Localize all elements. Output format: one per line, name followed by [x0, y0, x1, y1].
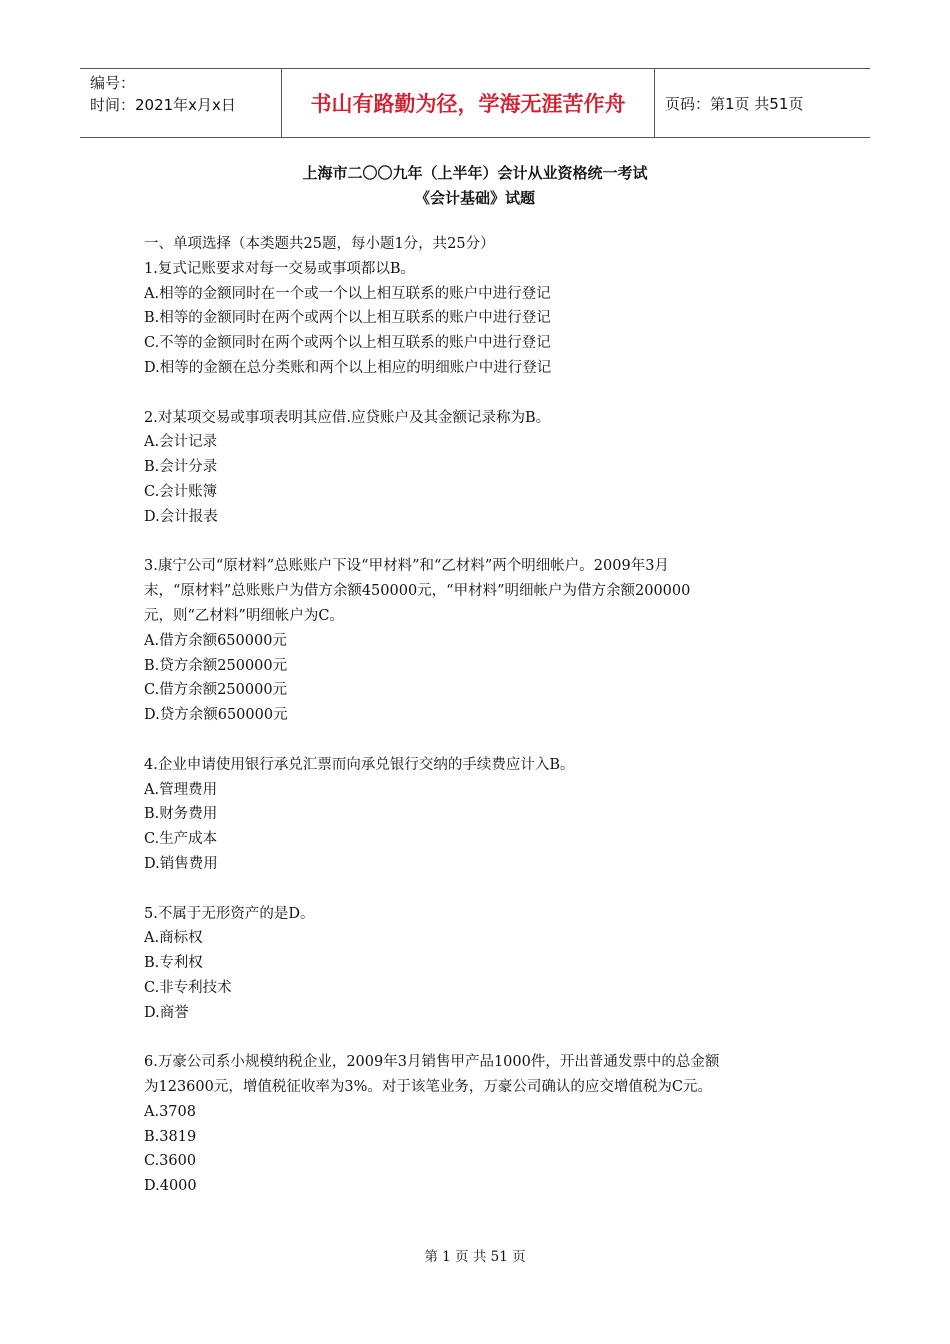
question-spacer: [144, 1026, 814, 1051]
answer-option: B.贷方余额250000元: [144, 657, 288, 674]
answer-option: D.销售费用: [144, 855, 218, 872]
answer-option: A.3708: [144, 1103, 196, 1120]
answer-option: D.4000: [144, 1178, 197, 1195]
question-stem: 4.企业申请使用银行承兑汇票而向承兑银行交纳的手续费应计入B。: [144, 756, 575, 773]
answer-option: B.3819: [144, 1128, 197, 1145]
answer-option: C.非专利技术: [144, 979, 232, 996]
question-stem: 末，“原材料”总账账户为借方余额450000元，“甲材料”明细帐户为借方余额200000: [144, 583, 691, 600]
time-label: 时间：2021年x月x日: [90, 96, 236, 114]
question-spacer: [144, 877, 814, 902]
question-stem: 3.康宁公司“原材料”总账账户下设“甲材料”和“乙材料”两个明细帐户。2009年3月: [144, 558, 669, 575]
page-footer: 第 1 页 共 51 页: [424, 1249, 526, 1265]
answer-option: A.相等的金额同时在一个或一个以上相互联系的账户中进行登记: [144, 285, 551, 302]
document-subtitle: 《会计基础》试题: [414, 189, 535, 207]
page-info: 页码：第1页 共51页: [665, 94, 804, 113]
answer-option: D.商誉: [144, 1004, 189, 1021]
answer-option: B.相等的金额同时在两个或两个以上相互联系的账户中进行登记: [144, 310, 551, 327]
question-spacer: [144, 381, 814, 406]
answer-option: D.相等的金额在总分类账和两个以上相应的明细账户中进行登记: [144, 359, 552, 376]
answer-option: D.会计报表: [144, 508, 218, 525]
answer-option: C.不等的金额同时在两个或两个以上相互联系的账户中进行登记: [144, 335, 551, 352]
question-content: [144, 232, 814, 1199]
question-stem: 6.万豪公司系小规模纳税企业，2009年3月销售甲产品1000件，开出普通发票中的总金额: [144, 1054, 720, 1071]
header-table: [80, 68, 870, 138]
answer-option: C.会计账簿: [144, 483, 218, 500]
motto: 书山有路勤为径，学海无涯苦作舟: [281, 69, 655, 137]
document-title: 上海市二〇〇九年（上半年）会计从业资格统一考试: [302, 164, 648, 182]
answer-option: C.3600: [144, 1153, 197, 1170]
question-stem: 为123600元，增值税征收率为3%。对于该笔业务，万豪公司确认的应交增值税为C元。: [144, 1079, 712, 1096]
question-stem: 元，则“乙材料”明细帐户为C。: [144, 607, 344, 624]
answer-option: A.管理费用: [144, 781, 218, 798]
answer-option: C.借方余额250000元: [144, 682, 288, 699]
header-left-cell: [80, 69, 281, 137]
answer-option: D.贷方余额650000元: [144, 707, 288, 724]
question-stem: 2.对某项交易或事项表明其应借.应贷账户及其金额记录称为B。: [144, 409, 551, 426]
question-spacer: [144, 728, 814, 753]
section-heading: 一、单项选择（本类题共25题，每小题1分，共25分）: [144, 236, 495, 252]
answer-option: B.财务费用: [144, 806, 218, 823]
question-stem: 5.不属于无形资产的是D。: [144, 905, 315, 922]
answer-option: B.专利权: [144, 955, 203, 972]
answer-option: C.生产成本: [144, 831, 218, 848]
answer-option: A.商标权: [144, 930, 203, 947]
answer-option: A.会计记录: [144, 434, 218, 451]
number-label: 编号：: [90, 74, 136, 92]
question-spacer: [144, 530, 814, 555]
answer-option: B.会计分录: [144, 459, 218, 476]
question-stem: 1.复式记账要求对每一交易或事项都以B。: [144, 260, 415, 277]
answer-option: A.借方余额650000元: [144, 632, 287, 649]
